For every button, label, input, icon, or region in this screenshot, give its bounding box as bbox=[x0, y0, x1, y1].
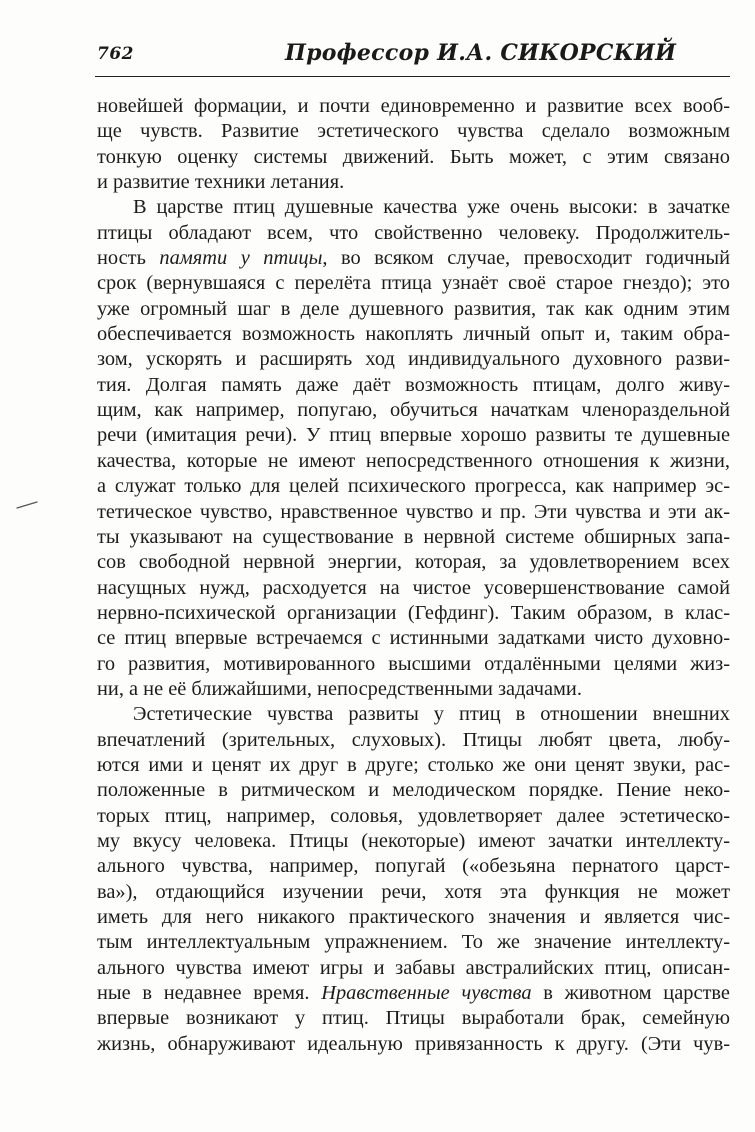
text-run: жизнь, обнаруживают идеальную привязанность к другу. (Эти чув- bbox=[97, 1032, 730, 1055]
text-line bbox=[97, 652, 730, 677]
text-run: речи (имитация речи). У птиц впервые хорошо развиты те душевные bbox=[97, 424, 730, 447]
text-line bbox=[97, 1006, 730, 1031]
text-line bbox=[97, 1032, 730, 1057]
text-line bbox=[97, 677, 730, 702]
text-run: ются ими и ценят их друг в друге; столько же они ценят звуки, рас- bbox=[97, 753, 730, 776]
text-run: качества, которые не имеют непосредственного отношения к жизни, bbox=[97, 449, 730, 472]
text-line bbox=[97, 145, 730, 170]
text-run: ального чувства, например, попугай («обезьяна пернатого царст- bbox=[97, 855, 730, 878]
text-run: новейшей формации, и почти единовременно и развитие всех вооб- bbox=[97, 95, 730, 117]
text-run: ты указывают на существование в нервной системе обширных запа- bbox=[97, 525, 730, 548]
text-run: щим, как например, попугаю, обучиться начаткам членораздельной bbox=[97, 399, 730, 422]
text-line bbox=[97, 930, 730, 955]
text-line bbox=[97, 398, 730, 423]
text-run: уже огромный шаг в деле душевного развития, так как одним этим bbox=[97, 297, 730, 320]
text-run: , во всяком случае, превосходит годичный bbox=[322, 247, 730, 270]
text-run: тетическое чувство, нравственное чувство и пр. Эти чувства и эти ак- bbox=[97, 500, 730, 523]
text-run: сов свободной нервной энергии, которая, за удовлетворением всех bbox=[97, 551, 730, 574]
text-run: ще чувств. Развитие эстетического чувства сделало возможным bbox=[97, 120, 730, 143]
text-line bbox=[97, 626, 730, 651]
text-run: насущных нужд, расходуется на чистое усовершенствование самой bbox=[97, 576, 730, 599]
text-line bbox=[97, 246, 730, 271]
page-number: 762 bbox=[97, 44, 134, 64]
text-line bbox=[97, 347, 730, 372]
text-line bbox=[97, 500, 730, 525]
text-line bbox=[97, 905, 730, 930]
text-line bbox=[97, 956, 730, 981]
running-title: Профессор И.А. СИКОРСКИЙ bbox=[285, 40, 677, 66]
text-run: положенные в ритмическом и мелодическом порядке. Пение неко- bbox=[97, 779, 730, 802]
text-run: тия. Долгая память даже даёт возможность птицам, долго живу- bbox=[97, 373, 730, 396]
text-run: му вкусу человека. Птицы (некоторые) имеют зачатки интеллекту- bbox=[97, 829, 730, 852]
text-line bbox=[97, 728, 730, 753]
text-line bbox=[97, 170, 730, 195]
text-line bbox=[97, 271, 730, 296]
text-run: а служат только для целей психического прогресса, как например эс- bbox=[97, 475, 730, 498]
text-run: в животном царстве bbox=[531, 982, 730, 1005]
text-run: ва»), отдающийся изучении речи, хотя эта функция не может bbox=[97, 880, 730, 903]
text-run: торых птиц, например, соловья, удовлетворяет далее эстетическо- bbox=[97, 804, 730, 827]
text-line bbox=[97, 550, 730, 575]
text-run: впечатлений (зрительных, слуховых). Птицы любят цвета, любу- bbox=[97, 728, 730, 751]
italic-phrase: Нравственные чувства bbox=[321, 982, 532, 1005]
text-run: и развитие техники летания. bbox=[97, 171, 345, 194]
text-line bbox=[97, 804, 730, 829]
body-text bbox=[97, 94, 730, 1057]
text-line bbox=[97, 322, 730, 347]
text-line bbox=[97, 880, 730, 905]
text-line bbox=[97, 981, 730, 1006]
text-line bbox=[97, 474, 730, 499]
text-run: зом, ускорять и расширять ход индивидуального духовного разви- bbox=[97, 348, 730, 371]
text-line bbox=[97, 778, 730, 803]
text-run: тым интеллектуальным упражнением. То же значение интеллекту- bbox=[97, 931, 730, 954]
text-line bbox=[97, 221, 730, 246]
text-run: ные в недавнее время. bbox=[97, 982, 322, 1005]
text-line bbox=[97, 576, 730, 601]
text-run: нервно-психической организации (Гефдинг). Таким образом, в клас- bbox=[97, 601, 730, 624]
text-run: срок (вернувшаяся с перелёта птица узнаёт своё старое гнездо); это bbox=[97, 272, 730, 295]
text-line bbox=[97, 119, 730, 144]
text-line bbox=[97, 829, 730, 854]
text-run: птицы обладают всем, что свойственно человеку. Продолжитель- bbox=[97, 221, 730, 244]
text-run: иметь для него никакого практического значения и является чис- bbox=[97, 906, 730, 928]
text-line bbox=[97, 601, 730, 626]
text-line bbox=[97, 702, 730, 727]
text-line bbox=[97, 449, 730, 474]
text-line bbox=[97, 525, 730, 550]
page-header bbox=[95, 38, 730, 77]
text-run: ального чувства имеют игры и забавы австралийских птиц, описан- bbox=[97, 956, 730, 979]
text-run: ность bbox=[97, 247, 160, 270]
text-run: В царстве птиц душевные качества уже очень высоки: в зачатке bbox=[133, 196, 730, 219]
text-run: обеспечивается возможность накоплять личный опыт и, таким обра- bbox=[97, 323, 730, 346]
text-line bbox=[97, 94, 730, 119]
text-line bbox=[97, 423, 730, 448]
text-run: ни, а не её ближайшими, непосредственными задачами. bbox=[97, 677, 582, 700]
text-run: тонкую оценку системы движений. Быть может, с этим связано bbox=[97, 145, 730, 168]
text-run: го развития, мотивированного высшими отдалёнными целями жиз- bbox=[97, 652, 730, 675]
italic-phrase: памяти у птицы bbox=[159, 247, 323, 270]
text-run: Эстетические чувства развиты у птиц в отношении внешних bbox=[133, 703, 730, 726]
text-line bbox=[97, 373, 730, 398]
text-run: се птиц впервые встречаемся с истинными задатками чисто духовно- bbox=[97, 627, 730, 650]
pencil-mark-icon bbox=[16, 500, 38, 510]
text-run: впервые возникают у птиц. Птицы выработали брак, семейную bbox=[97, 1007, 730, 1030]
text-line bbox=[97, 195, 730, 220]
text-line bbox=[97, 854, 730, 879]
text-line bbox=[97, 297, 730, 322]
text-line bbox=[97, 753, 730, 778]
